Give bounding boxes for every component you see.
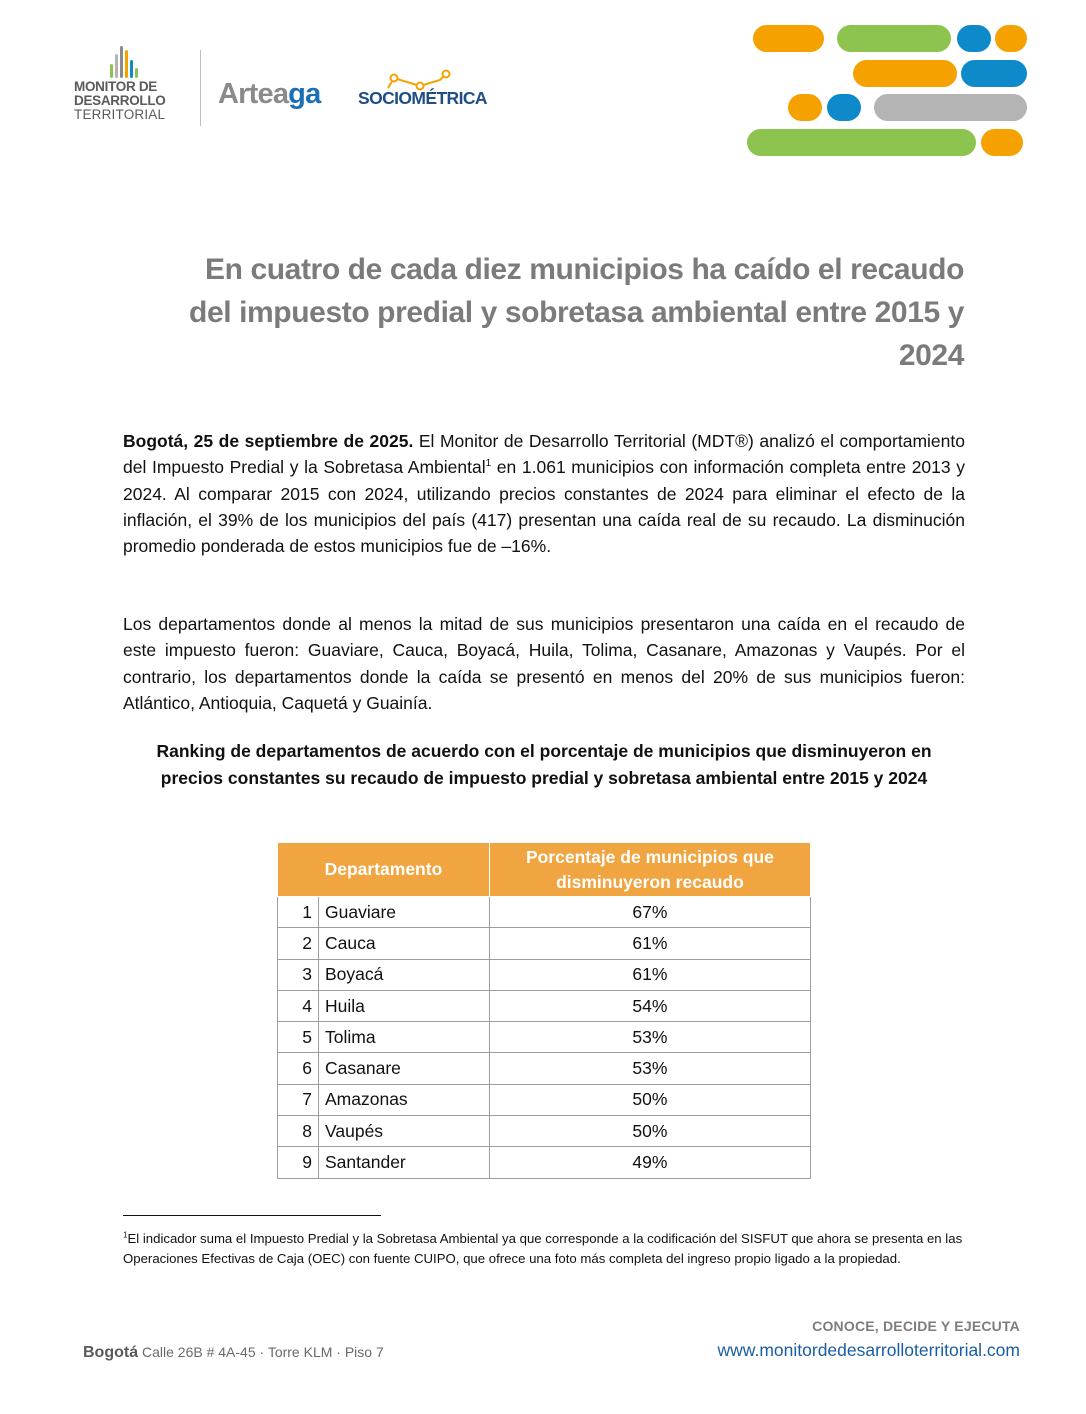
rank-cell: 1 [278,897,319,928]
table-row [278,897,811,928]
table-header-row [278,843,811,897]
rank-cell: 9 [278,1147,319,1178]
footer-address-text: Calle 26B # 4A-45 · Torre KLM · Piso 7 [142,1344,384,1360]
table-row [278,1022,811,1053]
table-row [278,928,811,959]
arteaga-logo [218,78,320,111]
rank-cell: 3 [278,959,319,990]
table-row [278,990,811,1021]
footnote [123,1229,969,1269]
rank-cell: 5 [278,1022,319,1053]
percent-cell: 67% [489,897,810,928]
sociometrica-logo-text: SOCIOMÉTRICA [358,88,487,108]
department-cell: Boyacá [319,959,490,990]
rank-cell: 8 [278,1116,319,1147]
rank-cell: 7 [278,1084,319,1115]
footnote-marker: 1 [123,1230,128,1240]
footer-website-link[interactable]: www.monitordedesarrolloterritorial.com [717,1340,1020,1360]
dateline: Bogotá, 25 de septiembre de 2025. [123,431,414,451]
department-cell: Tolima [319,1022,490,1053]
percent-cell: 54% [489,990,810,1021]
arteaga-logo-part1: Artea [218,78,289,110]
page-title: En cuatro de cada diez municipios ha caído el recaudo del impuesto predial y sobretasa ambiental entre 2015 y 2024 [189,253,964,372]
table-row [278,1116,811,1147]
arteaga-logo-part2: ga [288,78,321,110]
mdt-logo-line1: MONITOR DE [74,79,158,94]
department-cell: Cauca [319,928,490,959]
mdt-logo [74,46,182,126]
paragraph-intro-text-b: en 1.061 municipios con información completa entre 2013 y 2024. Al comparar 2015 con 2024, utilizando precios constantes de 2024 para eliminar el efecto de la inflación, el 39% de los municipios del país (417) presentan una caída real de su recaudo. La disminución promedio ponderada de estos municipios fue de –16%. [123,457,966,557]
mdt-logo-bars-icon [108,46,148,78]
sociometrica-logo [358,66,498,110]
table-title: Ranking de departamentos de acuerdo con el porcentaje de municipios que disminuyeron en precios constantes su recaudo de impuesto predial y sobretasa ambiental entre 2015 y 2024 [156,741,932,788]
table-row [278,1053,811,1084]
footer-city: Bogotá [83,1344,139,1361]
footnote-ref[interactable]: 1 [485,458,492,470]
paragraph-intro [123,428,965,559]
percent-cell: 61% [489,928,810,959]
footer-address [83,1344,384,1362]
department-cell: Santander [319,1147,490,1178]
table-row [278,1147,811,1178]
footnote-text: El indicador suma el Impuesto Predial y la Sobretasa Ambiental ya que corresponde a la codificación del SISFUT que ahora se presenta en las Operaciones Efectivas de Caja (OEC) con fuente CUIPO, que ofrece una foto más completa del ingreso propio ligado a la propiedad. [123,1231,963,1266]
mdt-logo-line3: TERRITORIAL [74,107,166,122]
column-header-percent: Porcentaje de municipios que disminuyeron recaudo [489,843,810,897]
percent-cell: 53% [489,1053,810,1084]
department-cell: Vaupés [319,1116,490,1147]
percent-cell: 49% [489,1147,810,1178]
department-cell: Huila [319,990,490,1021]
table-row [278,1084,811,1115]
footnote-divider [123,1215,381,1216]
ranking-table [277,842,811,1179]
percent-cell: 50% [489,1116,810,1147]
column-header-department: Departamento [278,843,490,897]
rank-cell: 4 [278,990,319,1021]
rank-cell: 6 [278,1053,319,1084]
header-divider [200,50,201,126]
paragraph-intro-text-a: El Monitor de Desarrollo Territorial (MDT®) analizó el comportamiento del Impuesto Predial y la Sobretasa Ambiental [123,431,965,478]
department-cell: Guaviare [319,897,490,928]
table-row [278,959,811,990]
percent-cell: 61% [489,959,810,990]
rank-cell: 2 [278,928,319,959]
footer-slogan: CONOCE, DECIDE Y EJECUTA [812,1318,1020,1334]
mdt-logo-line2: DESARROLLO [74,93,166,108]
percent-cell: 50% [489,1084,810,1115]
department-cell: Amazonas [319,1084,490,1115]
percent-cell: 53% [489,1022,810,1053]
department-cell: Casanare [319,1053,490,1084]
paragraph-departments: Los departamentos donde al menos la mitad de sus municipios presentaron una caída en el recaudo de este impuesto fueron: Guaviare, Cauca, Boyacá, Huila, Tolima, Casanare, Amazonas y Vaupés. Por el contrario, los departamentos donde la caída se presentó en menos del 20% de sus municipios fueron: Atlántico, Antioquia, Caquetá y Guainía. [123,614,965,713]
